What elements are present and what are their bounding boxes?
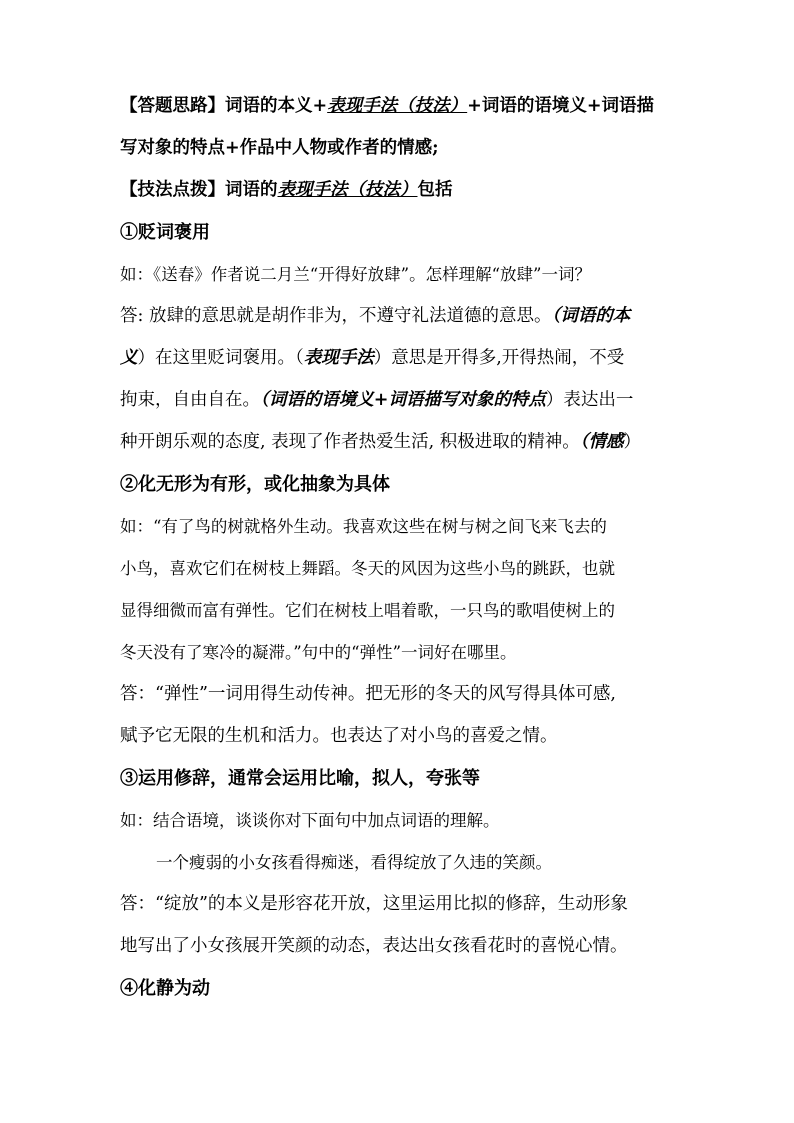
- annotation: （词语的本: [551, 306, 631, 326]
- section-2-question-line-3: 显得细微而富有弹性。它们在树枝上唱着歌，一只鸟的歌唱使树上的: [120, 601, 615, 620]
- technique-emphasis-2: 表现手法（技法）: [277, 180, 418, 200]
- technique-tips-line: [120, 180, 680, 201]
- annotation: 义: [120, 348, 138, 368]
- answer-approach-line-2: [120, 138, 680, 159]
- answer-text: ）在这里贬词褒用。（: [137, 348, 304, 368]
- section-1-question: 如：《送春》作者说二月兰“开得好放肆”。怎样理解“放肆”一词？: [120, 265, 591, 284]
- section-4-heading: ④化静为动: [120, 978, 210, 999]
- section-2-question-line-4: 冬天没有了寒冷的凝滞。”句中的“弹性”一词好在哪里。: [120, 643, 517, 662]
- answer-approach-text-2: 写对象的特点+作品中人物或作者的情感;: [120, 138, 439, 158]
- annotation: 表现手法: [303, 348, 374, 368]
- section-1-answer-line-1: [120, 306, 680, 327]
- section-3-answer-line-1: 答：“绽放”的本义是形容花开放，这里运用比拟的修辞，生动形象: [120, 894, 628, 914]
- technique-tips-label: 【技法点拨】词语的: [120, 180, 278, 200]
- answer-text: 拘束，自由自在。: [120, 390, 260, 410]
- section-2-answer-line-1: 答：“弹性”一词用得生动传神。把无形的冬天的风写得具体可感,: [120, 684, 616, 704]
- section-3-answer-line-2: 地写出了小女孩展开笑颜的动态，表达出女孩看花时的喜悦心情。: [120, 936, 628, 956]
- technique-tips-text: 包括: [417, 180, 453, 200]
- section-1-answer-line-2: [120, 348, 680, 369]
- answer-text: ）: [623, 432, 641, 452]
- section-1-answer-line-4: [120, 432, 680, 453]
- technique-emphasis: 表现手法（技法）: [327, 96, 468, 116]
- answer-text: 答: 放肆的意思就是胡作非为，不遵守礼法道德的意思。: [120, 306, 552, 326]
- section-3-heading: ③运用修辞，通常会运用比喻，拟人，夸张等: [120, 768, 480, 789]
- answer-text: ）表达出一: [545, 390, 634, 410]
- section-2-question-line-2: 小鸟，喜欢它们在树枝上舞蹈。冬天的风因为这些小鸟的跳跃，也就: [120, 559, 615, 578]
- answer-text: 种开朗乐观的态度, 表现了作者热爱生活, 积极进取的精神。: [120, 432, 580, 452]
- section-2-answer-line-2: 赋予它无限的生机和活力。也表达了对小鸟的喜爱之情。: [120, 726, 558, 746]
- document-page: [120, 96, 680, 1020]
- section-1-heading: ①贬词褒用: [120, 222, 210, 243]
- section-1-answer-line-3: [120, 390, 680, 411]
- annotation: （词语的语境义+词语描写对象的特点: [260, 390, 546, 410]
- answer-approach-text: +词语的语境义+词语描: [467, 96, 654, 116]
- section-3-quote: 一个瘦弱的小女孩看得痴迷，看得绽放了久违的笑颜。: [156, 853, 552, 872]
- answer-approach-label: 【答题思路】词语的本义+: [120, 96, 328, 116]
- section-2-heading: ②化无形为有形，或化抽象为具体: [120, 474, 390, 495]
- answer-approach-line-1: [120, 96, 680, 117]
- annotation: （情感: [579, 432, 624, 452]
- answer-text: ）意思是开得多,开得热闹，不受: [373, 348, 625, 368]
- section-2-question-line-1: 如：“有了鸟的树就格外生动。我喜欢这些在树与树之间飞来飞去的: [120, 517, 607, 536]
- section-3-question: 如：结合语境，谈谈你对下面句中加点词语的理解。: [120, 811, 500, 830]
